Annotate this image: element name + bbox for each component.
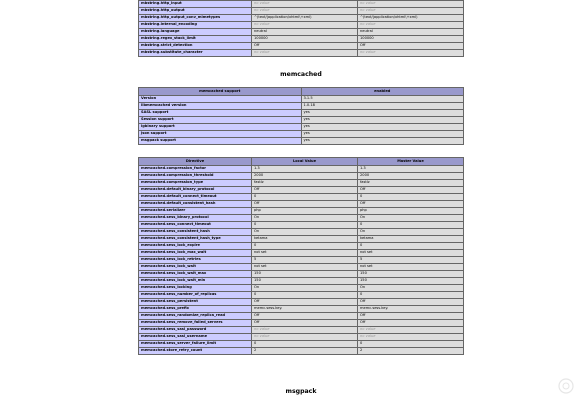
table-row: [139, 222, 464, 229]
master-value: no value: [358, 22, 464, 29]
directive-name: memcached.sess_binary_protocol: [139, 215, 252, 222]
local-value: php: [252, 208, 358, 215]
master-value: no value: [358, 1, 464, 8]
master-value: 150: [358, 271, 464, 278]
directive-name: memcached.sess_connect_timeout: [139, 222, 252, 229]
master-value: not set: [358, 264, 464, 271]
master-value: 5: [358, 257, 464, 264]
table-row: [139, 22, 464, 29]
master-value: 0: [358, 243, 464, 250]
local-value: 150: [252, 278, 358, 285]
memcached-support-table: [138, 87, 464, 145]
master-value: no value: [358, 327, 464, 334]
local-value: Off: [252, 313, 358, 320]
table-row: [139, 264, 464, 271]
table-row: [139, 306, 464, 313]
directive-name: memcached.sess_locking: [139, 285, 252, 292]
table-row: [139, 36, 464, 43]
directive-name: memcached.sess_persistent: [139, 299, 252, 306]
local-value: 0: [252, 292, 358, 299]
directive-name: memcached.sess_sasl_password: [139, 327, 252, 334]
local-value: 2000: [252, 173, 358, 180]
directive-name: mbstring.http_input: [139, 1, 252, 8]
table-row: [139, 187, 464, 194]
table-row: [139, 327, 464, 334]
directive-name: memcached.sess_remove_failed_servers: [139, 320, 252, 327]
directive-name: memcached.sess_number_of_replicas: [139, 292, 252, 299]
directive-name: mbstring.regex_stack_limit: [139, 36, 252, 43]
directive-name: memcached.compression_threshold: [139, 173, 252, 180]
local-value: Off: [252, 201, 358, 208]
table-row: [139, 285, 464, 292]
table-row: [139, 243, 464, 250]
directive-name: memcached.sess_prefix: [139, 306, 252, 313]
directive-name: memcached.sess_lock_wait_max: [139, 271, 252, 278]
table-row: [139, 43, 464, 50]
table-row: [139, 103, 464, 110]
support-name: Version: [139, 96, 302, 103]
local-value: no value: [252, 1, 358, 8]
table-row: [139, 8, 464, 15]
local-value: 100000: [252, 36, 358, 43]
master-value: fastlz: [358, 180, 464, 187]
directive-name: memcached.sess_lock_expire: [139, 243, 252, 250]
master-value: On: [358, 285, 464, 292]
table-row: [139, 208, 464, 215]
master-value: 1.3: [358, 166, 464, 173]
support-value: yes: [301, 110, 464, 117]
directive-name: memcached.default_consistent_hash: [139, 201, 252, 208]
support-value: yes: [301, 138, 464, 145]
table-row: [139, 124, 464, 131]
support-header-value: enabled: [301, 88, 464, 96]
directive-name: memcached.serializer: [139, 208, 252, 215]
table-row: [139, 236, 464, 243]
memcached-section-title: memcached: [280, 71, 322, 78]
master-value: On: [358, 229, 464, 236]
master-value: no value: [358, 8, 464, 15]
master-value: php: [358, 208, 464, 215]
local-value: neutral: [252, 29, 358, 36]
master-value: 0: [358, 194, 464, 201]
master-value: 100000: [358, 36, 464, 43]
table-row: [139, 299, 464, 306]
support-name: igbinary support: [139, 124, 302, 131]
mbstring-directives-table-tail: [138, 0, 464, 57]
directive-name: memcached.default_binary_protocol: [139, 187, 252, 194]
local-value: not set: [252, 250, 358, 257]
local-value: 1.3: [252, 166, 358, 173]
table-row: [139, 320, 464, 327]
local-value: Off: [252, 299, 358, 306]
master-value: not set: [358, 250, 464, 257]
local-value: fastlz: [252, 180, 358, 187]
table-row: [139, 50, 464, 57]
master-value: ketama: [358, 236, 464, 243]
directives-header-row: [139, 158, 464, 166]
directive-name: memcached.sess_lock_wait: [139, 264, 252, 271]
master-value: Off: [358, 43, 464, 50]
support-value: 1.0.18: [301, 103, 464, 110]
directive-name: memcached.sess_consistent_hash: [139, 229, 252, 236]
local-value: Off: [252, 43, 358, 50]
directive-name: mbstring.substitute_character: [139, 50, 252, 57]
table-row: [139, 131, 464, 138]
master-value: no value: [358, 50, 464, 57]
directive-name: memcached.sess_lock_retries: [139, 257, 252, 264]
support-header-row: [139, 88, 464, 96]
table-row: [139, 96, 464, 103]
local-value: Off: [252, 187, 358, 194]
table-row: [139, 110, 464, 117]
master-value: neutral: [358, 29, 464, 36]
support-name: libmemcached version: [139, 103, 302, 110]
support-value: yes: [301, 117, 464, 124]
table-row: [139, 138, 464, 145]
local-value: On: [252, 215, 358, 222]
table-row: [139, 250, 464, 257]
table-row: [139, 117, 464, 124]
support-value: 3.1.5: [301, 96, 464, 103]
directive-name: memcached.sess_server_failure_limit: [139, 341, 252, 348]
table-row: [139, 1, 464, 8]
table-row: [139, 215, 464, 222]
table-row: [139, 334, 464, 341]
directive-name: memcached.compression_factor: [139, 166, 252, 173]
local-value: 2: [252, 348, 358, 355]
local-value: no value: [252, 8, 358, 15]
support-name: json support: [139, 131, 302, 138]
table-row: [139, 229, 464, 236]
table-row: [139, 292, 464, 299]
memcached-directives-table: [138, 157, 464, 355]
directive-name: memcached.sess_sasl_username: [139, 334, 252, 341]
master-value: no value: [358, 334, 464, 341]
local-value: memc.sess.key.: [252, 306, 358, 313]
table-row: [139, 29, 464, 36]
directives-table-body: [139, 166, 464, 355]
support-name: SASL support: [139, 110, 302, 117]
directive-column-header: Directive: [139, 158, 252, 166]
local-value: 0: [252, 341, 358, 348]
local-value-column-header: Local Value: [252, 158, 358, 166]
directive-name: memcached.store_retry_count: [139, 348, 252, 355]
table-row: [139, 166, 464, 173]
directive-name: mbstring.strict_detection: [139, 43, 252, 50]
local-value: 0: [252, 194, 358, 201]
directive-name: mbstring.language: [139, 29, 252, 36]
local-value: no value: [252, 50, 358, 57]
master-value: 0: [358, 222, 464, 229]
directive-name: mbstring.http_output: [139, 8, 252, 15]
master-value: Off: [358, 313, 464, 320]
directive-name: memcached.default_connect_timeout: [139, 194, 252, 201]
support-name: msgpack support: [139, 138, 302, 145]
table-row: [139, 348, 464, 355]
support-value: yes: [301, 131, 464, 138]
table-row: [139, 271, 464, 278]
master-value: 0: [358, 341, 464, 348]
directive-name: mbstring.internal_encoding: [139, 22, 252, 29]
master-value: 0: [358, 292, 464, 299]
master-value-column-header: Master Value: [358, 158, 464, 166]
local-value: ^(text/|application/xhtml\+xml): [252, 15, 358, 22]
local-value: 150: [252, 271, 358, 278]
master-value: memc.sess.key.: [358, 306, 464, 313]
directive-name: memcached.sess_lock_max_wait: [139, 250, 252, 257]
support-name: Session support: [139, 117, 302, 124]
directive-name: memcached.sess_randomize_replica_read: [139, 313, 252, 320]
master-value: 2: [358, 348, 464, 355]
table-row: [139, 201, 464, 208]
local-value: ketama: [252, 236, 358, 243]
mbstring-table-body: [139, 1, 464, 57]
local-value: no value: [252, 334, 358, 341]
directive-name: mbstring.http_output_conv_mimetypes: [139, 15, 252, 22]
table-row: [139, 278, 464, 285]
local-value: 5: [252, 257, 358, 264]
master-value: 150: [358, 278, 464, 285]
directive-name: memcached.sess_lock_wait_min: [139, 278, 252, 285]
master-value: 2000: [358, 173, 464, 180]
master-value: On: [358, 215, 464, 222]
table-row: [139, 194, 464, 201]
master-value: ^(text/|application/xhtml\+xml): [358, 15, 464, 22]
msgpack-section-title: msgpack: [285, 388, 317, 395]
table-row: [139, 15, 464, 22]
table-row: [139, 341, 464, 348]
support-header-name: memcached support: [139, 88, 302, 96]
directive-name: memcached.compression_type: [139, 180, 252, 187]
master-value: Off: [358, 187, 464, 194]
local-value: no value: [252, 327, 358, 334]
local-value: 0: [252, 243, 358, 250]
watermark-logo-icon: [558, 378, 574, 394]
local-value: not set: [252, 264, 358, 271]
local-value: no value: [252, 22, 358, 29]
master-value: Off: [358, 201, 464, 208]
support-value: yes: [301, 124, 464, 131]
table-row: [139, 173, 464, 180]
directive-name: memcached.sess_consistent_hash_type: [139, 236, 252, 243]
master-value: Off: [358, 299, 464, 306]
table-row: [139, 180, 464, 187]
local-value: On: [252, 285, 358, 292]
local-value: 0: [252, 222, 358, 229]
table-row: [139, 313, 464, 320]
support-table-body: [139, 96, 464, 145]
local-value: Off: [252, 320, 358, 327]
local-value: On: [252, 229, 358, 236]
table-row: [139, 257, 464, 264]
master-value: Off: [358, 320, 464, 327]
